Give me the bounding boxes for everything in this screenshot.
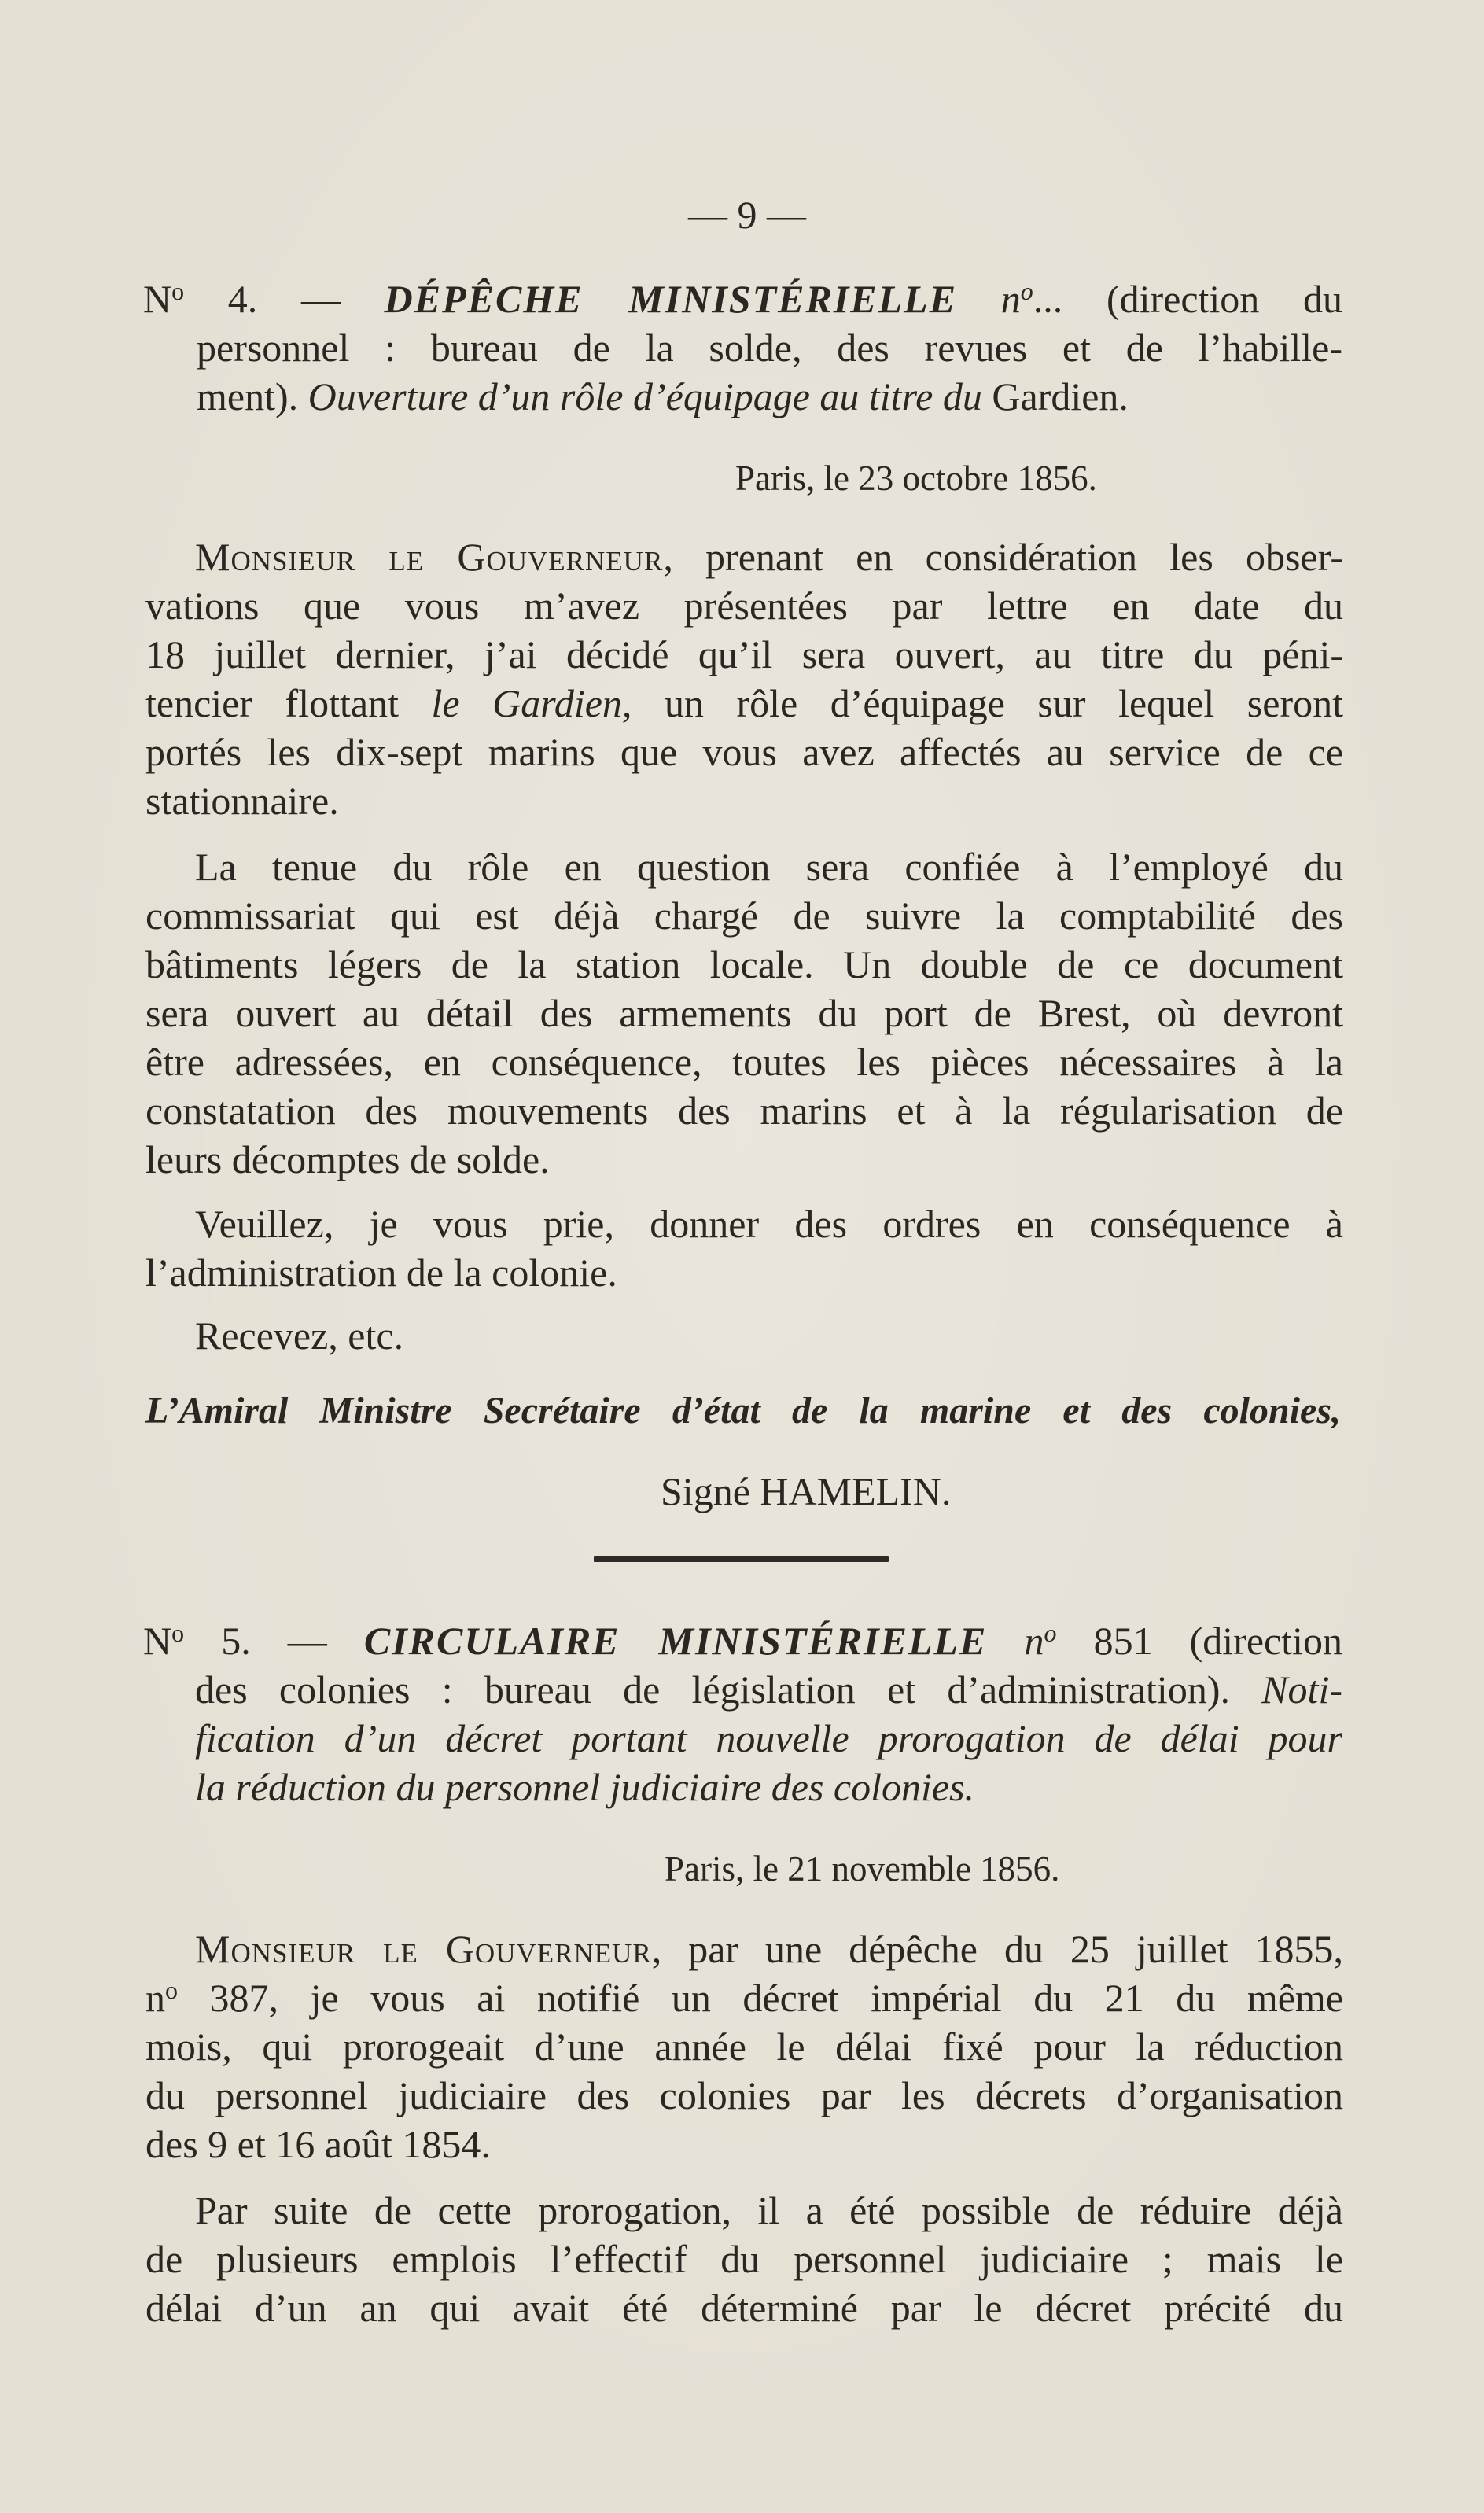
doc4-body-line: leurs décomptes de solde.	[145, 1137, 550, 1181]
ship-name: le Gardien,	[431, 681, 632, 725]
doc4-closing: Recevez, etc.	[195, 1314, 404, 1358]
doc5-body-line: mois, qui prorogeait d’une année le délai fixé pour la réduction	[145, 2025, 1343, 2069]
doc5-heading-line-2: des colonies : bureau de législation et d’administration). Noti-	[195, 1667, 1342, 1712]
doc5-title: CIRCULAIRE MINISTÉRIELLE	[363, 1619, 988, 1663]
doc4-body-line: La tenue du rôle en question sera confiée à l’employé du	[195, 845, 1343, 889]
doc4-body-line: être adressées, en conséquence, toutes les pièces nécessaires à la	[145, 1040, 1343, 1084]
doc5-heading-line-1: $N^o$ 5. — CIRCULAIRE MINISTÉRIELLE $n^o$ 851 (direction	[143, 1619, 1343, 1663]
doc5-heading-line-4: la réduction du personnel judiciaire des colonies.	[195, 1765, 975, 1809]
doc4-number: $N^o$ 4. —	[143, 277, 385, 321]
doc4-body-line: portés les dix-sept marins que vous avez affectés au service de ce	[145, 730, 1343, 774]
doc4-subject: Ouverture d’un rôle d’équipage au titre du	[307, 374, 982, 418]
doc5-number: $N^o$ 5. —	[143, 1619, 364, 1663]
doc5-body-line: de plusieurs emplois l’effectif du personnel judiciaire ; mais le	[145, 2237, 1343, 2281]
section-divider	[594, 1556, 889, 1562]
doc5-body-line: délai d’un an qui avait été déterminé par le décret précité du	[145, 2286, 1343, 2330]
doc4-body-line: commissariat qui est déjà chargé de suivre la comptabilité des	[145, 894, 1343, 938]
doc4-salutation: Monsieur le Gouverneur	[195, 535, 664, 579]
doc4-body-line: constatation des mouvements des marins et à la régularisation de	[145, 1089, 1343, 1133]
doc4-signatory-title: L’Amiral Ministre Secrétaire d’état de la marine et des colonies,	[145, 1390, 1341, 1432]
doc5-body-line: Monsieur le Gouverneur, par une dépêche du 25 juillet 1855,	[195, 1927, 1343, 1971]
doc5-body-line: du personnel judiciaire des colonies par les décrets d’organisation	[145, 2073, 1343, 2117]
doc5-body-line: des 9 et 16 août 1854.	[145, 2122, 491, 2166]
doc4-body-line: stationnaire.	[145, 779, 339, 823]
doc4-heading-line-3: ment). Ouverture d’un rôle d’équipage au titre du Gardien.	[197, 374, 1129, 418]
doc5-salutation: Monsieur le Gouverneur	[195, 1927, 652, 1971]
doc4-body-line: 18 juillet dernier, j’ai décidé qu’il sera ouvert, au titre du péni-	[145, 632, 1343, 676]
doc4-heading-line-1: $N^o$ 4. — DÉPÊCHE MINISTÉRIELLE $n^o$... (direction du	[143, 277, 1342, 321]
doc4-body-line: tencier flottant le Gardien, un rôle d’équipage sur lequel seront	[145, 681, 1343, 725]
doc4-title: DÉPÊCHE MINISTÉRIELLE	[384, 277, 958, 321]
doc4-body-line: Veuillez, je vous prie, donner des ordres en conséquence à	[195, 1202, 1343, 1246]
doc4-body-line: Monsieur le Gouverneur, prenant en considération les obser-	[195, 535, 1343, 579]
doc5-body-line: $n^o$ 387, je vous ai notifié un décret impérial du 21 du même	[145, 1976, 1343, 2020]
doc4-heading-line-2: personnel : bureau de la solde, des revues et de l’habille-	[197, 326, 1342, 370]
page-number: — 9 —	[688, 193, 806, 237]
doc4-body-line: vations que vous m’avez présentées par lettre en date du	[145, 584, 1343, 628]
doc4-date: Paris, le 23 octobre 1856.	[735, 459, 1097, 498]
doc4-body-line: bâtiments légers de la station locale. Un double de ce document	[145, 942, 1343, 986]
doc5-date: Paris, le 21 novemble 1856.	[665, 1849, 1060, 1888]
doc4-signature: Signé HAMELIN.	[661, 1469, 952, 1513]
doc4-body-line: l’administration de la colonie.	[145, 1251, 617, 1295]
doc4-body-line: sera ouvert au détail des armements du port de Brest, où devront	[145, 991, 1343, 1035]
doc5-heading-line-3: fication d’un décret portant nouvelle prorogation de délai pour	[195, 1716, 1342, 1760]
doc5-body-line: Par suite de cette prorogation, il a été possible de réduire déjà	[195, 2188, 1343, 2232]
